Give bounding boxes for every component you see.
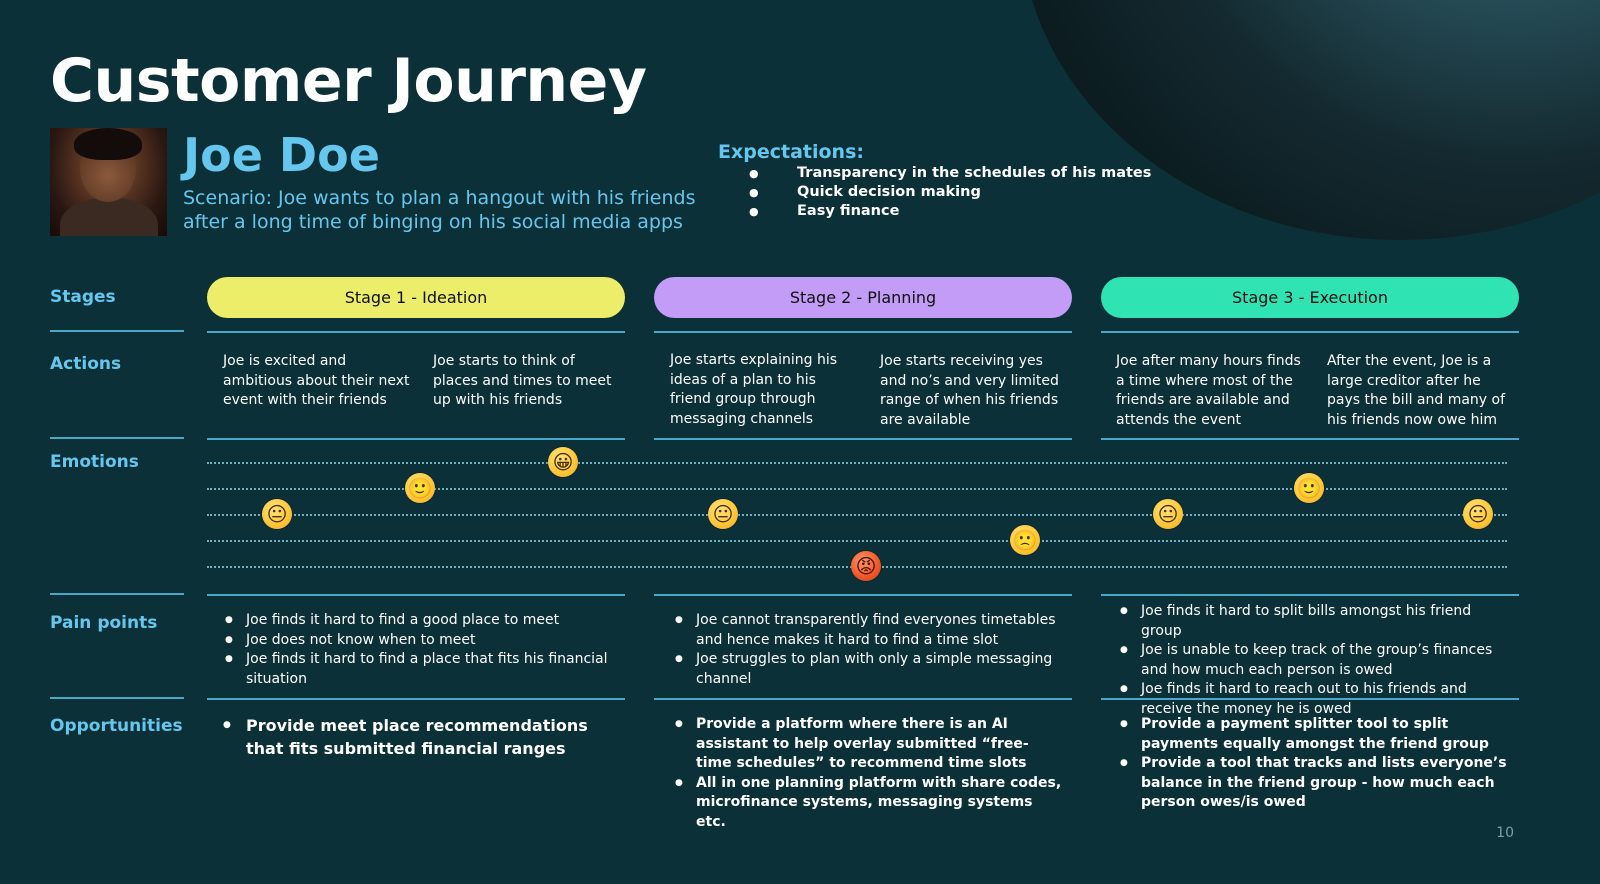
stage-2-opportunities: [673, 715, 1063, 832]
stage-2-divider: [654, 331, 1072, 333]
page-number: 10: [1496, 825, 1514, 841]
row-divider: [50, 330, 184, 332]
stage-3-pain-points: [1118, 602, 1513, 719]
stage-2-divider: [654, 438, 1072, 440]
expectation-item: ● Quick decision making: [745, 183, 1151, 202]
opportunity-item: ● Provide meet place recommendations that fits submitted financial ranges: [221, 714, 611, 760]
persona-name: Joe Doe: [183, 128, 380, 182]
stage-1-opportunities: [221, 714, 611, 760]
stage-1-pill: Stage 1 - Ideation: [207, 277, 625, 318]
stage-3-action: Joe after many hours finds a time where most of the friends are available and attends the event: [1116, 353, 1301, 428]
grinning-face-icon: 😀: [548, 447, 578, 477]
stage-1-divider: [207, 698, 625, 700]
avatar-body-shape: [60, 198, 158, 236]
slightly-smiling-face-icon: 🙂: [405, 473, 435, 503]
row-label-actions: Actions: [50, 354, 122, 374]
stage-2-pill: Stage 2 - Planning: [654, 277, 1072, 318]
stage-3-action: After the event, Joe is a large creditor after he pays the bill and many of his friends now owe him: [1327, 353, 1506, 428]
stage-2-pain-points: [673, 611, 1068, 689]
stage-3-divider: [1101, 438, 1519, 440]
row-label-opportunities: Opportunities: [50, 716, 183, 736]
opportunity-item: ● Provide a payment splitter tool to split payments equally amongst the friend group: [1118, 715, 1513, 754]
stage-1-divider: [207, 594, 625, 596]
emotion-level-line: [207, 540, 1507, 542]
angry-face-icon: 😡: [851, 551, 881, 581]
row-divider: [50, 593, 184, 595]
neutral-face-icon: 😐: [708, 499, 738, 529]
neutral-face-icon: 😐: [262, 499, 292, 529]
pain-point-item: ● Joe is unable to keep track of the group’s finances and how much each person is owed: [1118, 641, 1513, 680]
emotion-level-line: [207, 462, 1507, 464]
expectations-list: [745, 164, 1151, 221]
stage-2-divider: [654, 698, 1072, 700]
slightly-frowning-face-icon: 🙁: [1010, 525, 1040, 555]
pain-point-item: ● Joe finds it hard to find a place that fits his financial situation: [223, 650, 613, 689]
stage-1-action: Joe is excited and ambitious about their next event with their friends: [223, 353, 410, 408]
row-label-stages: Stages: [50, 287, 116, 307]
stage-3-pill: Stage 3 - Execution: [1101, 277, 1519, 318]
expectations-heading: Expectations:: [718, 141, 864, 163]
persona-scenario: Scenario: Joe wants to plan a hangout with his friends after a long time of binging on his social media apps: [183, 187, 696, 233]
pain-point-item: ● Joe cannot transparently find everyones timetables and hence makes it hard to find a time slot: [673, 611, 1068, 650]
opportunity-item: ● Provide a tool that tracks and lists everyone’s balance in the friend group - how much each person owes/is owed: [1118, 754, 1513, 813]
row-label-emotions: Emotions: [50, 452, 139, 472]
stage-2-action: Joe starts receiving yes and no’s and very limited range of when his friends are available: [880, 353, 1059, 428]
stage-1-pain-points: [223, 611, 613, 689]
stage-2-action: Joe starts explaining his ideas of a plan to his friend group through messaging channels: [670, 352, 838, 427]
stage-3-opportunities: [1118, 715, 1513, 813]
row-label-pain-points: Pain points: [50, 613, 158, 633]
pain-point-item: ● Joe finds it hard to split bills amongst his friend group: [1118, 602, 1513, 641]
stage-3-divider: [1101, 331, 1519, 333]
avatar-hair-shape: [74, 128, 142, 160]
expectation-item: ● Easy finance: [745, 202, 1151, 221]
expectation-item: ● Transparency in the schedules of his mates: [745, 164, 1151, 183]
emotion-level-line: [207, 514, 1507, 516]
pain-point-item: ● Joe struggles to plan with only a simple messaging channel: [673, 650, 1068, 689]
opportunity-item: ● Provide a platform where there is an AI assistant to help overlay submitted “free-time schedules” to recommend time slots: [673, 715, 1063, 774]
stage-3-divider: [1101, 594, 1519, 596]
stage-1-action: Joe starts to think of places and times to meet up with his friends: [433, 353, 612, 408]
stage-1-divider: [207, 438, 625, 440]
opportunity-item: ● All in one planning platform with share codes, microfinance systems, messaging systems etc.: [673, 774, 1063, 833]
page-title: Customer Journey: [50, 46, 647, 116]
stage-2-divider: [654, 594, 1072, 596]
neutral-face-icon: 😐: [1463, 499, 1493, 529]
pain-point-item: ● Joe finds it hard to find a good place to meet: [223, 611, 613, 631]
persona-avatar: [50, 128, 167, 236]
stage-1-divider: [207, 331, 625, 333]
pain-point-item: ● Joe finds it hard to reach out to his friends and receive the money he is owed: [1118, 680, 1513, 719]
pain-point-item: ● Joe does not know when to meet: [223, 631, 613, 651]
row-divider: [50, 437, 184, 439]
slightly-smiling-face-icon: 🙂: [1294, 473, 1324, 503]
row-divider: [50, 697, 184, 699]
neutral-face-icon: 😐: [1153, 499, 1183, 529]
